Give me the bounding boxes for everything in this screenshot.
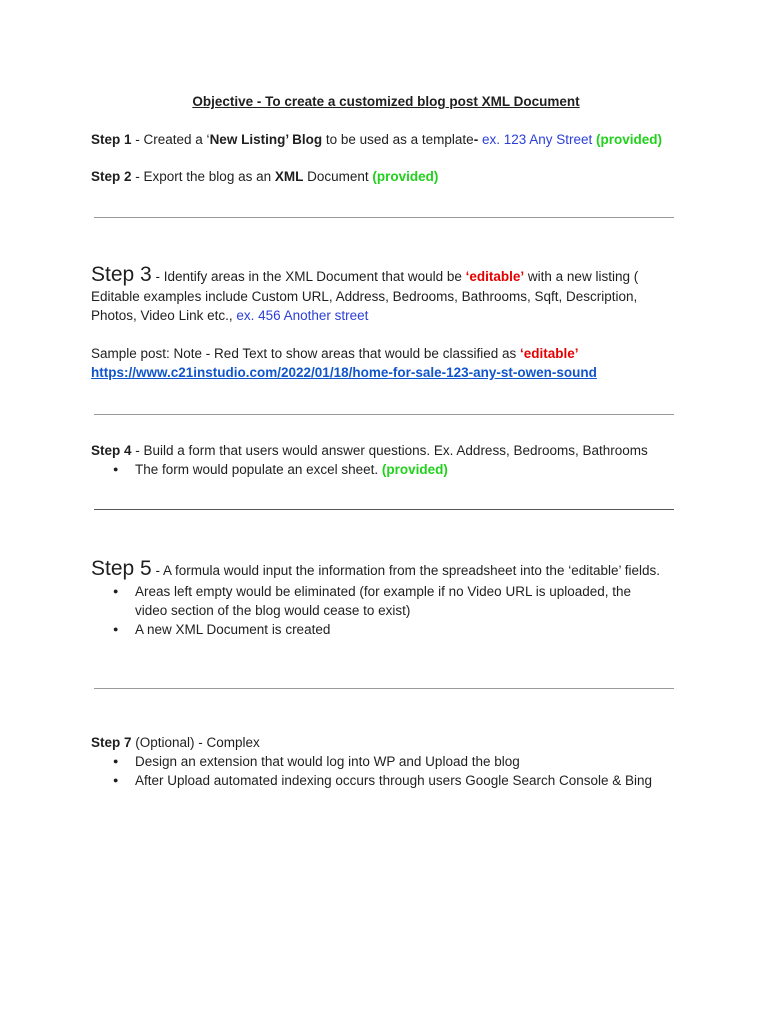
step-7-bullet-1: Design an extension that would log into WP and Upload the blog — [135, 754, 520, 769]
step-5 — [91, 558, 691, 639]
divider — [94, 217, 674, 218]
list-item — [91, 460, 691, 479]
step-3-text: - Identify areas in the XML Document that would be — [151, 269, 466, 284]
step-1-text-b: to be used as a template — [322, 132, 474, 147]
step-4-list — [91, 460, 691, 479]
step-3-text-b: with a new listing ( — [524, 269, 639, 284]
step-4-text: - Build a form that users would answer questions. Ex. Address, Bedrooms, Bathrooms — [131, 443, 648, 458]
step-4-label: Step 4 — [91, 443, 132, 458]
step-3-example: ex. 456 Another street — [236, 308, 369, 323]
step-3-editable: ‘editable’ — [465, 269, 525, 284]
step-4-provided: (provided) — [381, 462, 448, 477]
step-1 — [91, 130, 691, 149]
step-2 — [91, 167, 691, 186]
step-7 — [91, 733, 691, 790]
step-2-text: - Export the blog as an — [131, 169, 275, 184]
step-2-provided: (provided) — [372, 169, 439, 184]
step-1-label: Step 1 — [91, 132, 132, 147]
step-4 — [91, 441, 691, 479]
step-7-bullet-2: After Upload automated indexing occurs through users Google Search Console & Bing — [135, 773, 653, 788]
step-2-text-b: Document — [303, 169, 373, 184]
list-item — [91, 620, 691, 639]
list-item — [91, 771, 691, 790]
step-2-bold: XML — [274, 169, 304, 184]
step-2-label: Step 2 — [91, 169, 132, 184]
step-7-list — [91, 752, 691, 790]
step-1-dash: - — [473, 132, 479, 147]
step-4-bullet-text: The form would populate an excel sheet. — [135, 462, 382, 477]
divider — [94, 414, 674, 415]
sample-post-text: Sample post: Note - Red Text to show areas that would be classified as — [91, 346, 520, 361]
list-item — [91, 582, 691, 620]
step-7-text: (Optional) - Complex — [131, 735, 260, 750]
step-7-label: Step 7 — [91, 735, 132, 750]
step-1-text: - Created a ‘ — [131, 132, 210, 147]
list-item — [91, 752, 691, 771]
step-3-line-2: Editable examples include Custom URL, Address, Bedrooms, Bathrooms, Sqft, Description, — [91, 289, 638, 304]
sample-post-link[interactable]: https://www.c21instudio.com/2022/01/18/home-for-sale-123-any-st-owen-sound — [91, 365, 597, 380]
step-5-bullet-1-line-2: video section of the blog would cease to exist) — [135, 603, 411, 618]
step-1-example: ex. 123 Any Street — [478, 132, 597, 147]
step-5-bullet-2: A new XML Document is created — [135, 622, 331, 637]
step-3 — [91, 264, 691, 382]
step-3-line-3: Photos, Video Link etc., — [91, 308, 237, 323]
step-5-bullet-1-line-1: ● Areas left empty would be eliminated (for example if no Video URL is uploaded, the — [135, 584, 632, 599]
divider — [94, 509, 674, 510]
step-5-text: - A formula would input the information from the spreadsheet into the ‘editable’ fields. — [151, 563, 661, 578]
step-1-bold: New Listing’ Blog — [209, 132, 323, 147]
divider — [94, 688, 674, 689]
step-1-provided: (provided) — [596, 132, 663, 147]
step-5-label: Step 5 — [91, 557, 152, 580]
page-title: Objective - To create a customized blog post XML Document — [192, 94, 580, 109]
step-5-list — [91, 582, 691, 639]
step-3-label: Step 3 — [91, 263, 152, 286]
sample-post-editable: ‘editable’ — [519, 346, 579, 361]
